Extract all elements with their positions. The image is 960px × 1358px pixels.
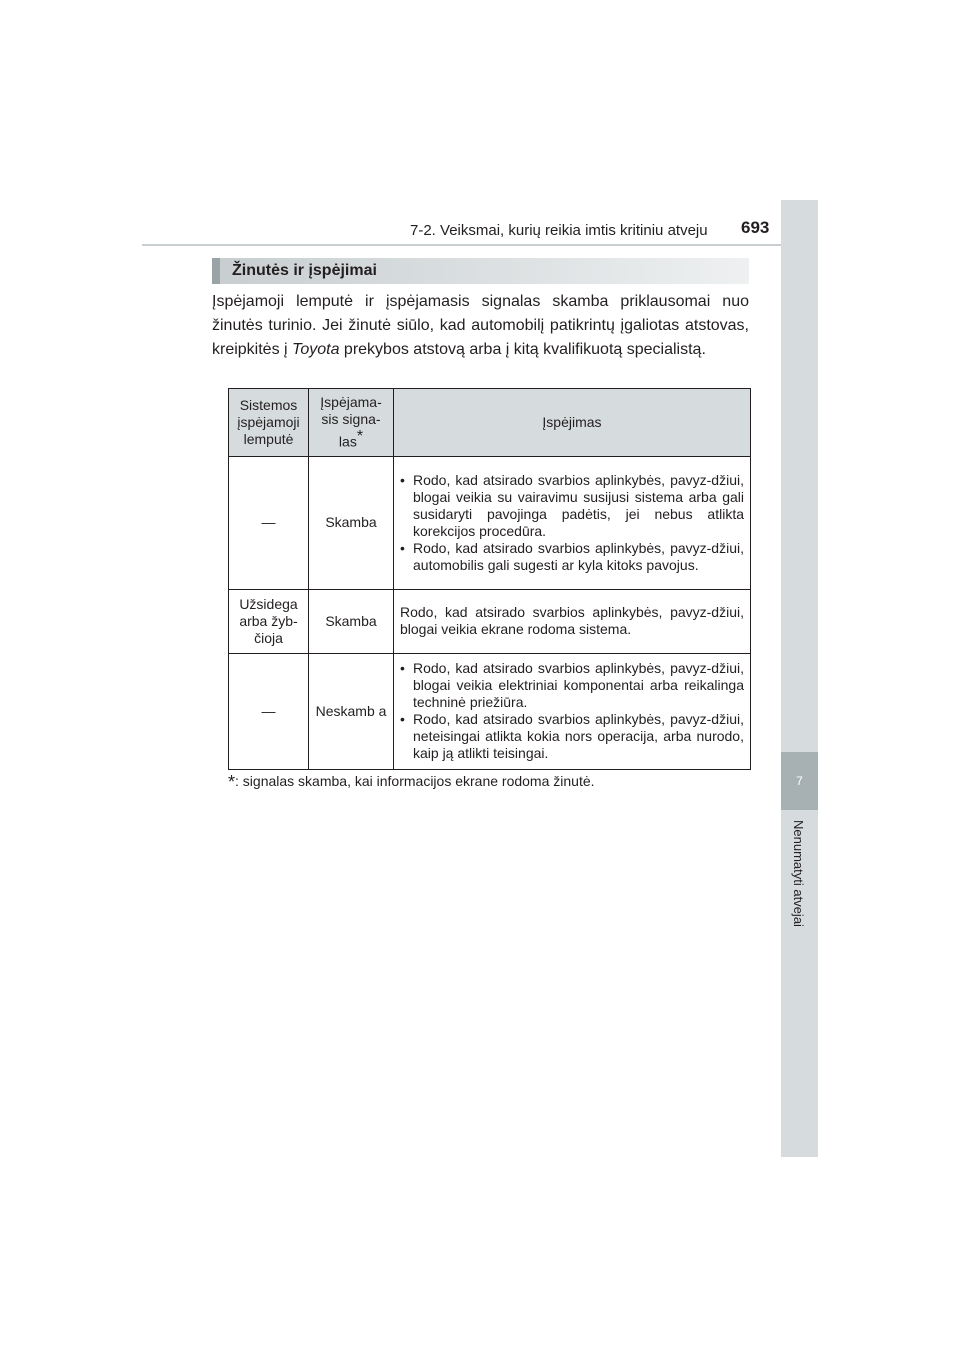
bullet-text: Rodo, kad atsirado svarbios aplinkybės, pavyz-džiui, blogai veikia elektriniai komponentai arba reikalinga techninė priežiūra. bbox=[413, 660, 744, 711]
cell-warning bbox=[394, 456, 751, 589]
side-tab-label: Nenumatyti atvejai bbox=[791, 820, 806, 927]
cell-warning: Rodo, kad atsirado svarbios aplinkybės, pavyz-džiui, blogai veikia ekrane rodoma sistema. bbox=[394, 589, 751, 653]
bullet-item bbox=[400, 711, 744, 762]
bullet-mark: • bbox=[400, 711, 405, 728]
intro-text-end: prekybos atstovą arba į kitą kvalifikuotą specialistą. bbox=[339, 341, 706, 358]
side-tab-chapter: 7 bbox=[781, 752, 818, 810]
section-heading-bar bbox=[212, 258, 220, 284]
bullet-item bbox=[400, 540, 744, 574]
cell-signal: Neskamb a bbox=[309, 653, 394, 769]
header-warning-signal bbox=[309, 389, 394, 457]
bullet-mark: • bbox=[400, 471, 405, 488]
bullet-mark: • bbox=[400, 660, 405, 677]
header-warning-light: Sistemos įspėjamoji lemputė bbox=[229, 389, 309, 457]
table-row bbox=[229, 653, 751, 769]
bullet-text: Rodo, kad atsirado svarbios aplinkybės, pavyz-džiui, automobilis gali sugesti ar kyla kitoks pavojus. bbox=[413, 539, 744, 573]
bullet-item bbox=[400, 472, 744, 540]
bullet-text: Rodo, kad atsirado svarbios aplinkybės, pavyz-džiui, blogai veikia su vairavimu susijusi sistema arba gali susidaryti pavojinga padėtis, jei nebus atlikta korekcijos procedūra. bbox=[413, 471, 744, 539]
table-row bbox=[229, 456, 751, 589]
warning-table bbox=[228, 388, 751, 770]
table-row bbox=[229, 589, 751, 653]
section-heading bbox=[212, 258, 749, 284]
footnote-mark: * bbox=[228, 772, 236, 792]
intro-brand: Toyota bbox=[292, 341, 340, 358]
header-rule bbox=[142, 244, 818, 246]
table-header-row bbox=[229, 389, 751, 457]
bullet-mark: • bbox=[400, 539, 405, 556]
side-tab-bar bbox=[781, 200, 818, 1157]
intro-paragraph bbox=[212, 290, 749, 362]
bullet-item bbox=[400, 660, 744, 711]
cell-light: Užsidega arba žyb-čioja bbox=[229, 589, 309, 653]
chapter-title: 7-2. Veiksmai, kurių reikia imtis kritiniu atveju bbox=[410, 222, 708, 239]
footnote-text: : signalas skamba, kai informacijos ekrane rodoma žinutė. bbox=[235, 773, 595, 789]
header-footnote-mark: * bbox=[356, 428, 364, 445]
header-warning-signal-text: Įspėjama-sis signa-las bbox=[320, 394, 382, 450]
bullet-text: Rodo, kad atsirado svarbios aplinkybės, pavyz-džiui, neteisingai atlikta kokia nors operacija, arba nurodo, kaip ją atlikti teisingai. bbox=[413, 711, 744, 762]
cell-warning bbox=[394, 653, 751, 769]
cell-signal: Skamba bbox=[309, 589, 394, 653]
cell-light: — bbox=[229, 456, 309, 589]
footnote bbox=[228, 772, 595, 793]
cell-light: — bbox=[229, 653, 309, 769]
section-heading-text: Žinutės ir įspėjimai bbox=[232, 262, 377, 279]
intro-text-start: Įspėjamoji lemputė ir įspėjamasis signalas skamba priklausomai nuo žinutės turinio. Jei žinutė siūlo, kad automobilį patikrintų įgaliotas atstovas, kreipkitės į bbox=[212, 293, 749, 358]
cell-signal: Skamba bbox=[309, 456, 394, 589]
page-number: 693 bbox=[741, 218, 770, 237]
header-warning: Įspėjimas bbox=[394, 389, 751, 457]
